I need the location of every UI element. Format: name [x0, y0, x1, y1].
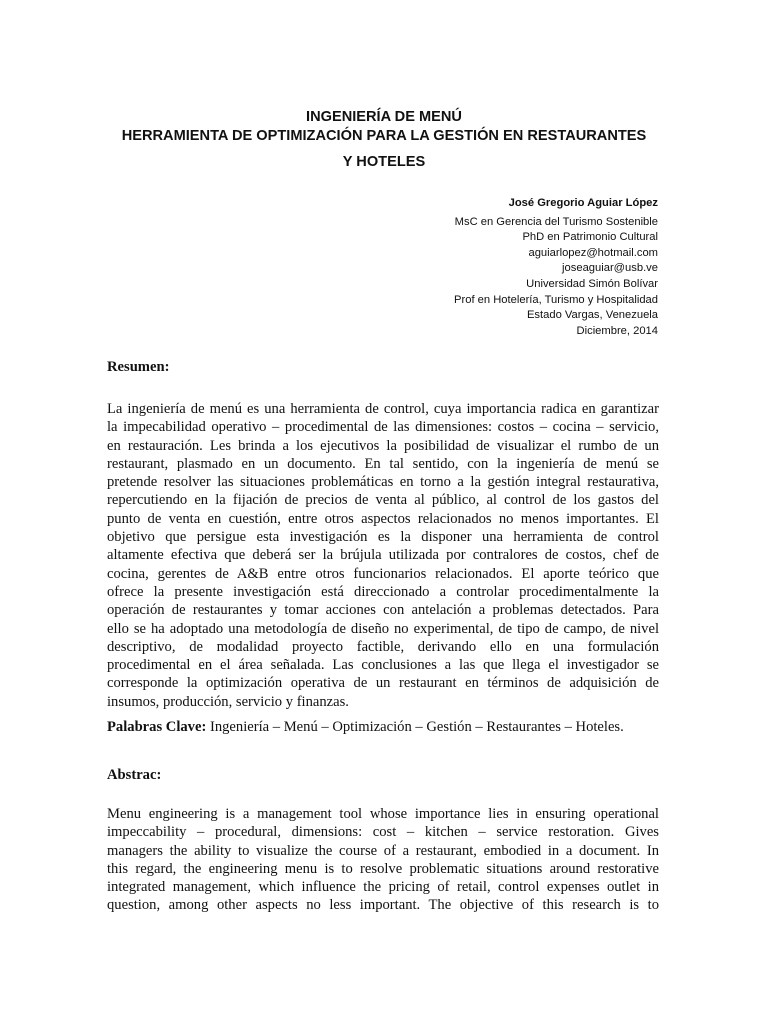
author-detail: Prof en Hotelería, Turismo y Hospitalidad: [454, 293, 658, 306]
text-line: question, among other aspects no less important. The objective of this research is to: [107, 897, 659, 914]
text-line: ello se ha adoptado una metodología de diseño no experimental, de tipo de campo, de nivel: [107, 620, 659, 637]
abstract-paragraph: [107, 805, 659, 915]
text-line: this regard, the engineering menu is to resolve problematic situations around restorative: [107, 860, 659, 877]
text-line: impeccability – procedural, dimensions: cost – kitchen – service restoration. Gives: [107, 824, 659, 841]
text-line: punto de venta en cuestión, entre otros aspectos relacionados no menos importantes. El: [107, 510, 659, 527]
title-line-1: INGENIERÍA DE MENÚ: [306, 109, 462, 125]
author-email: joseaguiar@usb.ve: [562, 262, 658, 275]
text-line: pretende resolver las situaciones problemáticas en torno a la gestión integral restaurativa,: [107, 474, 659, 491]
text-line: La ingeniería de menú es una herramienta de control, cuya importancia radica en garantizar: [107, 401, 659, 417]
text-line: objetivo que persigue esta investigación es la disponer una herramienta de control: [107, 529, 659, 546]
author-detail: MsC en Gerencia del Turismo Sostenible: [454, 215, 658, 228]
text-line: corresponde la optimización operativa de un restaurant en términos de adquisición de: [107, 675, 659, 692]
keywords-text: Ingeniería – Menú – Optimización – Gestión – Restaurantes – Hoteles.: [206, 719, 624, 735]
text-line: restaurant, plasmado en un documento. En tal sentido, con la ingeniería de menú se: [107, 455, 659, 472]
keywords-line: [107, 719, 624, 736]
text-line: insumos, producción, servicio y finanzas.: [107, 693, 349, 710]
author-detail: PhD en Patrimonio Cultural: [522, 231, 658, 244]
resumen-heading: Resumen:: [107, 359, 170, 375]
text-line: cocina, gerentes de A&B entre otros funcionarios relacionados. El aporte teórico que: [107, 565, 659, 582]
author-detail: Estado Vargas, Venezuela: [526, 309, 658, 322]
title-line-3: Y HOTELES: [342, 154, 426, 170]
text-line: managers the ability to visualize the course of a restaurant, embodied in a document. In: [107, 842, 659, 859]
abstract-heading: Abstrac:: [107, 767, 162, 783]
author-info: [454, 196, 658, 339]
text-line: Menu engineering is a management tool whose importance lies in ensuring operational: [107, 806, 659, 822]
text-line: integrated management, which influence the pricing of retail, control expenses outlet in: [107, 879, 659, 896]
text-line: operación de restaurantes y tomar acciones con antelación a problemas detectados. Para: [107, 602, 659, 619]
text-line: en restauración. Les brinda a los ejecutivos la posibilidad de visualizar el rumbo de un: [107, 437, 659, 454]
author-email: aguiarlopez@hotmail.com: [528, 246, 658, 259]
text-line: ofrece la presente investigación está direccionado a controlar procedimentalmente la: [107, 583, 659, 600]
text-line: descriptivo, de modalidad proyecto factible, derivando ello en una formulación: [107, 638, 659, 655]
title-line-2: HERRAMIENTA DE OPTIMIZACIÓN PARA LA GESTIÓN EN RESTAURANTES: [121, 128, 647, 144]
author-date: Diciembre, 2014: [576, 324, 658, 337]
text-line: procedimental en el área señalada. Las conclusiones a las que llega el investigador se: [107, 657, 659, 674]
author-name: José Gregorio Aguiar López: [508, 197, 658, 209]
resumen-paragraph: [107, 400, 659, 711]
text-line: la impecabilidad operativo – procedimental de las dimensiones: costos – cocina – servicio,: [107, 419, 659, 436]
keywords-label: Palabras Clave:: [107, 719, 207, 735]
author-detail: Universidad Simón Bolívar: [526, 277, 658, 290]
text-line: repercutiendo en la fijación de precios de venta al público, al control de los gastos del: [107, 492, 659, 509]
paper-title: [90, 108, 678, 172]
text-line: altamente efectiva que deberá ser la brújula utilizada por contralores de costos, chef de: [107, 547, 659, 564]
